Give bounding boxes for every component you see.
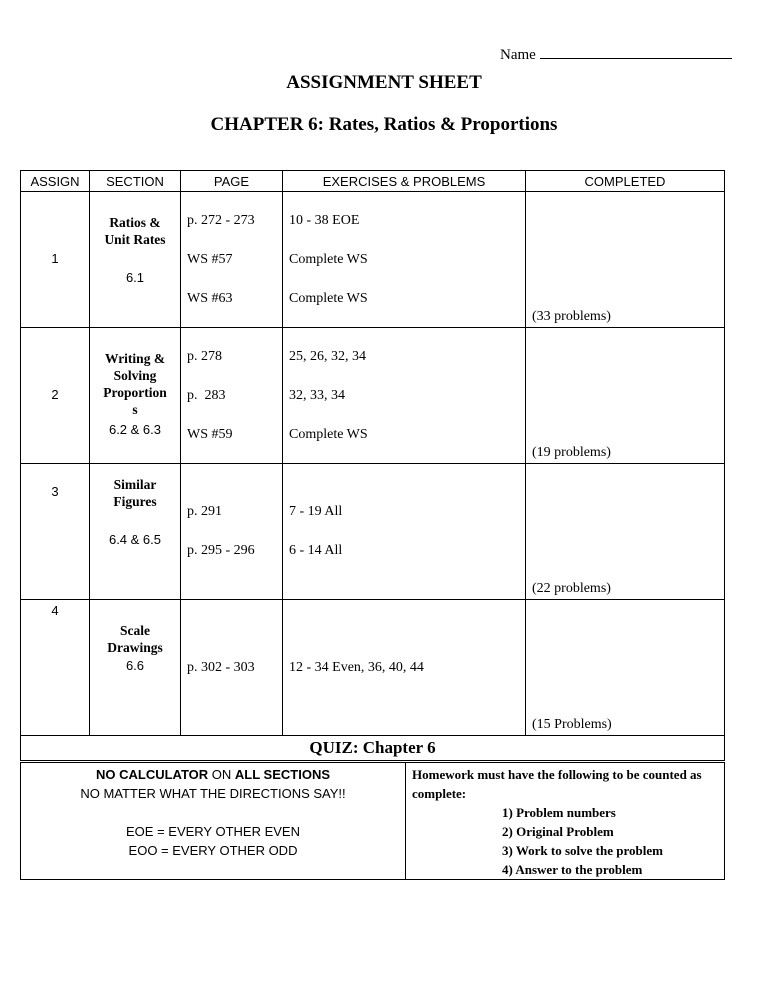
section-name-line: Figures [113, 494, 157, 509]
page-ref: p. 302 - 303 [187, 660, 255, 675]
no-calculator-line [21, 765, 405, 784]
requirement-item: 2) Original Problem [502, 824, 614, 839]
name-label: Name [500, 47, 536, 63]
name-blank-line [540, 44, 732, 59]
section-name-line: Similar [113, 477, 157, 492]
section-number: 6.6 [125, 658, 145, 673]
section-name-line: Proportion [103, 385, 167, 400]
page-ref: WS #63 [187, 291, 233, 306]
col-header-completed: COMPLETED [526, 171, 725, 192]
homework-requirements [406, 763, 725, 880]
section-name [90, 622, 180, 656]
page-ref: p. 272 - 273 [187, 213, 255, 228]
section-name-line: Writing & [104, 351, 166, 366]
quiz-row [21, 736, 725, 761]
page-ref: p. 278 [187, 349, 222, 364]
section-name-line: Solving [113, 368, 157, 383]
requirement-item: 1) Problem numbers [502, 805, 616, 820]
col-header-section: SECTION [90, 171, 181, 192]
table-row [21, 464, 725, 600]
col-header-assign: ASSIGN [21, 171, 90, 192]
no-calculator-text: NO CALCULATOR [95, 767, 209, 782]
table-row [21, 192, 725, 328]
exercise-entry: 12 - 34 Even, 36, 40, 44 [289, 660, 424, 675]
assignment-table [20, 170, 725, 761]
requirement-item: 3) Work to solve the problem [502, 843, 663, 858]
exercise-entry: 10 - 38 EOE [289, 213, 360, 228]
exercise-entry: Complete WS [289, 252, 368, 267]
page-ref: p. 295 - 296 [187, 543, 255, 558]
section-number: 6.4 & 6.5 [108, 532, 162, 547]
table-row [21, 328, 725, 464]
section-number: 6.2 & 6.3 [108, 422, 162, 437]
chapter-title: CHAPTER 6: Rates, Ratios & Proportions [210, 114, 558, 135]
table-header-row [21, 171, 725, 192]
table-row [21, 600, 725, 736]
page-ref: WS #59 [187, 427, 233, 442]
page-ref: p. 291 [187, 504, 222, 519]
name-field [500, 44, 732, 64]
exercise-entry: 25, 26, 32, 34 [289, 349, 366, 364]
page-title: ASSIGNMENT SHEET [286, 72, 482, 93]
section-name-line: Ratios & [109, 215, 161, 230]
section-number: 6.1 [125, 270, 145, 285]
requirements-intro: Homework must have the following to be counted as complete: [412, 767, 702, 801]
assign-number: 4 [51, 603, 59, 618]
eoo-definition: EOO = EVERY OTHER ODD [128, 843, 298, 858]
section-name [90, 476, 180, 510]
section-name-line: s [132, 402, 138, 417]
all-sections-text: ALL SECTIONS [234, 767, 331, 782]
section-name [90, 214, 180, 248]
completed-count: (22 problems) [532, 581, 611, 596]
requirement-item: 4) Answer to the problem [502, 862, 643, 877]
quiz-label: QUIZ: Chapter 6 [21, 736, 725, 761]
eoe-definition: EOE = EVERY OTHER EVEN [126, 824, 300, 839]
assign-number: 1 [51, 251, 59, 266]
section-name-line: Drawings [107, 640, 163, 655]
notes-table [20, 762, 725, 880]
section-name-line: Scale [120, 623, 150, 638]
directions-note: NO MATTER WHAT THE DIRECTIONS SAY!! [80, 786, 346, 801]
col-header-exercises: EXERCISES & PROBLEMS [283, 171, 526, 192]
section-name [90, 350, 180, 418]
completed-count: (15 Problems) [532, 717, 612, 732]
calculator-notes [21, 763, 406, 880]
assign-number: 3 [51, 484, 59, 499]
exercise-entry: Complete WS [289, 291, 368, 306]
exercise-entry: 6 - 14 All [289, 543, 343, 558]
page-ref: WS #57 [187, 252, 233, 267]
assign-number: 2 [51, 387, 59, 402]
completed-count: (19 problems) [532, 445, 611, 460]
completed-count: (33 problems) [532, 309, 611, 324]
page-ref: p. 283 [187, 388, 226, 403]
on-text: ON [208, 767, 235, 782]
col-header-page: PAGE [181, 171, 283, 192]
section-name-line: Unit Rates [104, 232, 166, 247]
notes-row [21, 763, 725, 880]
exercise-entry: 7 - 19 All [289, 504, 343, 519]
exercise-entry: 32, 33, 34 [289, 388, 345, 403]
exercise-entry: Complete WS [289, 427, 368, 442]
